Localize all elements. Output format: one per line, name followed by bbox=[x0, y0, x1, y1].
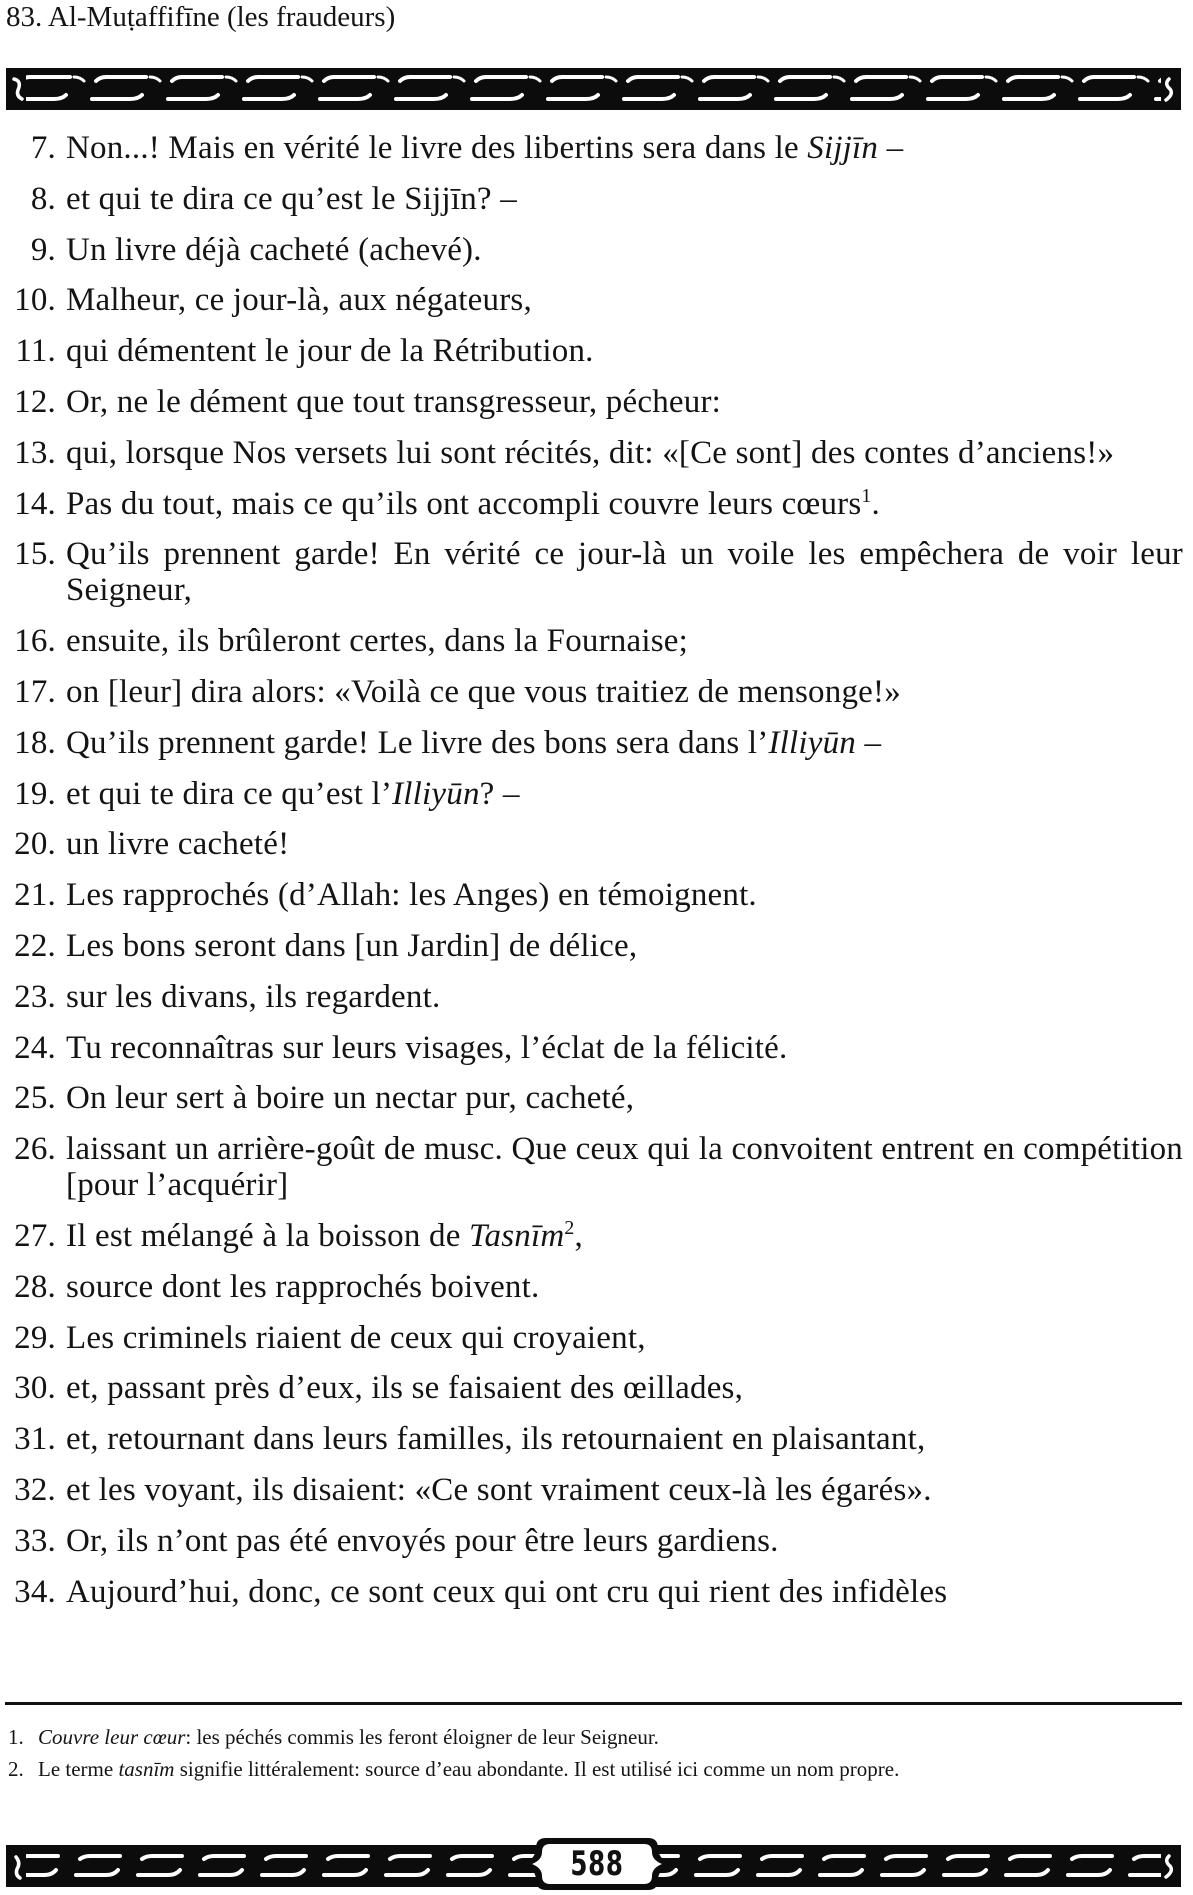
page-number-medallion bbox=[522, 1836, 672, 1892]
text-run: et qui te dira ce qu’est l’ bbox=[66, 775, 393, 812]
text-run: Le terme bbox=[38, 1757, 119, 1781]
verse-number: 13 . bbox=[0, 435, 56, 471]
verse-20 bbox=[0, 826, 1183, 862]
footnote-reference: 2 bbox=[564, 1217, 575, 1240]
italic-term: Couvre leur cœur bbox=[38, 1725, 186, 1749]
footnote-number: 1 . bbox=[8, 1722, 24, 1752]
verse-29 bbox=[0, 1320, 1183, 1356]
verse-number: 12 . bbox=[0, 384, 56, 420]
text-run: Il est mélangé à la boisson de bbox=[66, 1217, 470, 1254]
verse-number: 25 . bbox=[0, 1080, 56, 1116]
verse-7 bbox=[0, 130, 1183, 166]
verse-text bbox=[66, 282, 532, 318]
italic-term: Sijjīn bbox=[807, 130, 879, 166]
text-run: et qui te dira ce qu’est le Sijjīn? – bbox=[66, 180, 517, 217]
chain-ornament-icon bbox=[6, 68, 1181, 110]
verse-number: 7 . bbox=[0, 130, 56, 166]
verse-text bbox=[66, 536, 1183, 608]
text-run: signifie littéralement: source d’eau abondante. Il est utilisé ici comme un nom propre. bbox=[174, 1757, 900, 1781]
verse-18 bbox=[0, 725, 1183, 761]
text-run: Un livre déjà cacheté (achevé). bbox=[66, 231, 482, 268]
verse-number: 34 . bbox=[0, 1574, 56, 1610]
verse-32 bbox=[0, 1472, 1183, 1508]
text-run: ensuite, ils brûleront certes, dans la Fournaise; bbox=[66, 623, 688, 660]
verse-15 bbox=[0, 536, 1183, 608]
text-run: ? – bbox=[479, 775, 520, 812]
verse-26 bbox=[0, 1131, 1183, 1203]
verse-text bbox=[66, 486, 880, 522]
verse-number: 27 . bbox=[0, 1218, 56, 1254]
italic-term: Tasnīm bbox=[469, 1217, 565, 1254]
verse-number: 16 . bbox=[0, 623, 56, 659]
footnote-reference: 1 bbox=[861, 484, 872, 507]
verse-17 bbox=[0, 674, 1183, 710]
text-run: sur les divans, ils regardent. bbox=[66, 978, 441, 1015]
verse-text bbox=[66, 623, 688, 659]
verse-text bbox=[66, 725, 881, 761]
verse-text bbox=[66, 232, 482, 268]
verse-number: 9 . bbox=[0, 232, 56, 268]
italic-term: Illiyūn bbox=[392, 775, 480, 812]
surah-title: 83. Al-Muṭaffifīne (les fraudeurs) bbox=[6, 1, 396, 33]
text-run: source dont les rapprochés boivent. bbox=[66, 1268, 540, 1305]
verse-number: 30 . bbox=[0, 1370, 56, 1406]
top-ornamental-border bbox=[6, 68, 1181, 110]
verse-text bbox=[66, 1269, 539, 1305]
verse-text bbox=[66, 674, 901, 710]
verse-14 bbox=[0, 486, 1183, 522]
text-run: – bbox=[856, 724, 882, 761]
text-run: on [leur] dira alors: «Voilà ce que vous traitiez de mensonge!» bbox=[66, 673, 901, 710]
text-run: un livre cacheté! bbox=[66, 826, 290, 863]
verse-text bbox=[66, 1370, 743, 1406]
verse-text bbox=[66, 130, 903, 166]
verse-30 bbox=[0, 1370, 1183, 1406]
verse-text bbox=[66, 1131, 1183, 1203]
text-run: Or, ils n’ont pas été envoyés pour être leurs gardiens. bbox=[66, 1522, 779, 1559]
verse-text bbox=[66, 1320, 646, 1356]
verse-25 bbox=[0, 1080, 1183, 1116]
verse-22 bbox=[0, 928, 1183, 964]
verse-text bbox=[66, 1523, 779, 1559]
verse-number: 33 . bbox=[0, 1523, 56, 1559]
verse-13 bbox=[0, 435, 1183, 471]
verse-text bbox=[66, 384, 721, 420]
verse-16 bbox=[0, 623, 1183, 659]
verse-number: 31 . bbox=[0, 1421, 56, 1457]
text-run: Pas du tout, mais ce qu’ils ont accompli couvre leurs cœurs bbox=[66, 485, 862, 522]
text-run: – bbox=[878, 130, 904, 166]
verse-number: 21 . bbox=[0, 877, 56, 913]
text-run: Qu’ils prennent garde! Le livre des bons sera dans l’ bbox=[66, 724, 769, 761]
text-run: Or, ne le dément que tout transgresseur, pécheur: bbox=[66, 383, 722, 420]
verse-text bbox=[66, 1574, 947, 1610]
verse-24 bbox=[0, 1030, 1183, 1066]
footnote-text bbox=[38, 1725, 659, 1749]
text-run: Non...! Mais en vérité le livre des libertins sera dans le bbox=[66, 130, 808, 166]
footnote-2 bbox=[0, 1754, 1181, 1784]
verse-number: 10 . bbox=[0, 282, 56, 318]
verse-number: 28 . bbox=[0, 1269, 56, 1305]
verse-number: 26 . bbox=[0, 1131, 56, 1167]
verse-9 bbox=[0, 232, 1183, 268]
text-run: Qu’ils prennent garde! En vérité ce jour-là un voile les empêchera de voir leur Seigneur, bbox=[66, 536, 1183, 609]
text-run: Tu reconnaîtras sur leurs visages, l’éclat de la félicité. bbox=[66, 1029, 788, 1066]
footnote-number: 2 . bbox=[8, 1754, 24, 1784]
verse-number: 19 . bbox=[0, 776, 56, 812]
text-run: et, retournant dans leurs familles, ils retournaient en plaisantant, bbox=[66, 1421, 926, 1458]
verse-number: 22 . bbox=[0, 928, 56, 964]
verse-number: 32 . bbox=[0, 1472, 56, 1508]
verse-34 bbox=[0, 1574, 1183, 1610]
verse-text bbox=[66, 1421, 925, 1457]
footnote-separator bbox=[5, 1702, 1182, 1705]
verse-number: 29 . bbox=[0, 1320, 56, 1356]
text-run: . bbox=[871, 485, 880, 522]
text-run: , bbox=[574, 1217, 583, 1254]
verse-27 bbox=[0, 1218, 1183, 1254]
verse-number: 14 . bbox=[0, 486, 56, 522]
verse-text bbox=[66, 776, 520, 812]
text-run: Les rapprochés (d’Allah: les Anges) en témoignent. bbox=[66, 877, 757, 914]
text-run: laissant un arrière-goût de musc. Que ceux qui la convoitent entrent en compétition [pour l’acquérir] bbox=[66, 1131, 1183, 1204]
footnote-text bbox=[38, 1757, 899, 1781]
verse-text bbox=[66, 928, 637, 964]
verse-text bbox=[66, 826, 289, 862]
verse-10 bbox=[0, 282, 1183, 318]
verse-text bbox=[66, 877, 757, 913]
verse-11 bbox=[0, 333, 1183, 369]
text-run: qui démentent le jour de la Rétribution. bbox=[66, 333, 594, 370]
verse-number: 11 . bbox=[0, 333, 56, 369]
verse-text bbox=[66, 181, 517, 217]
verse-number: 18 . bbox=[0, 725, 56, 761]
verse-list bbox=[0, 130, 1183, 1624]
verse-number: 15 . bbox=[0, 536, 56, 572]
verse-text bbox=[66, 1472, 932, 1508]
verse-number: 17 . bbox=[0, 674, 56, 710]
verse-21 bbox=[0, 877, 1183, 913]
verse-8 bbox=[0, 181, 1183, 217]
text-run: Malheur, ce jour-là, aux négateurs, bbox=[66, 282, 532, 319]
italic-term: Illiyūn bbox=[768, 724, 857, 761]
verse-number: 24 . bbox=[0, 1030, 56, 1066]
text-run: et les voyant, ils disaient: «Ce sont vraiment ceux-là les égarés». bbox=[66, 1471, 932, 1508]
verse-text bbox=[66, 435, 1114, 471]
text-run: : les péchés commis les feront éloigner de leur Seigneur. bbox=[185, 1725, 659, 1749]
verse-number: 23 . bbox=[0, 979, 56, 1015]
verse-28 bbox=[0, 1269, 1183, 1305]
verse-23 bbox=[0, 979, 1183, 1015]
verse-text bbox=[66, 1080, 634, 1116]
verse-text bbox=[66, 1218, 583, 1254]
text-run: Les bons seront dans [un Jardin] de délice, bbox=[66, 927, 638, 964]
verse-text bbox=[66, 333, 594, 369]
italic-term: tasnīm bbox=[118, 1757, 175, 1781]
text-run: qui, lorsque Nos versets lui sont récités, dit: «[Ce sont] des contes d’anciens!» bbox=[66, 434, 1115, 471]
verse-19 bbox=[0, 776, 1183, 812]
verse-33 bbox=[0, 1523, 1183, 1559]
verse-number: 20 . bbox=[0, 826, 56, 862]
page-number: 588 bbox=[570, 1844, 624, 1884]
verse-12 bbox=[0, 384, 1183, 420]
text-run: Les criminels riaient de ceux qui croyaient, bbox=[66, 1319, 646, 1356]
verse-text bbox=[66, 1030, 787, 1066]
verse-31 bbox=[0, 1421, 1183, 1457]
text-run: On leur sert à boire un nectar pur, cacheté, bbox=[66, 1080, 635, 1117]
footnote-1 bbox=[0, 1722, 1181, 1752]
verse-number: 8 . bbox=[0, 181, 56, 217]
text-run: et, passant près d’eux, ils se faisaient des œillades, bbox=[66, 1370, 744, 1407]
verse-text bbox=[66, 979, 440, 1015]
text-run: Aujourd’hui, donc, ce sont ceux qui ont cru qui rient des infidèles bbox=[66, 1573, 948, 1610]
footnote-list bbox=[0, 1722, 1181, 1786]
